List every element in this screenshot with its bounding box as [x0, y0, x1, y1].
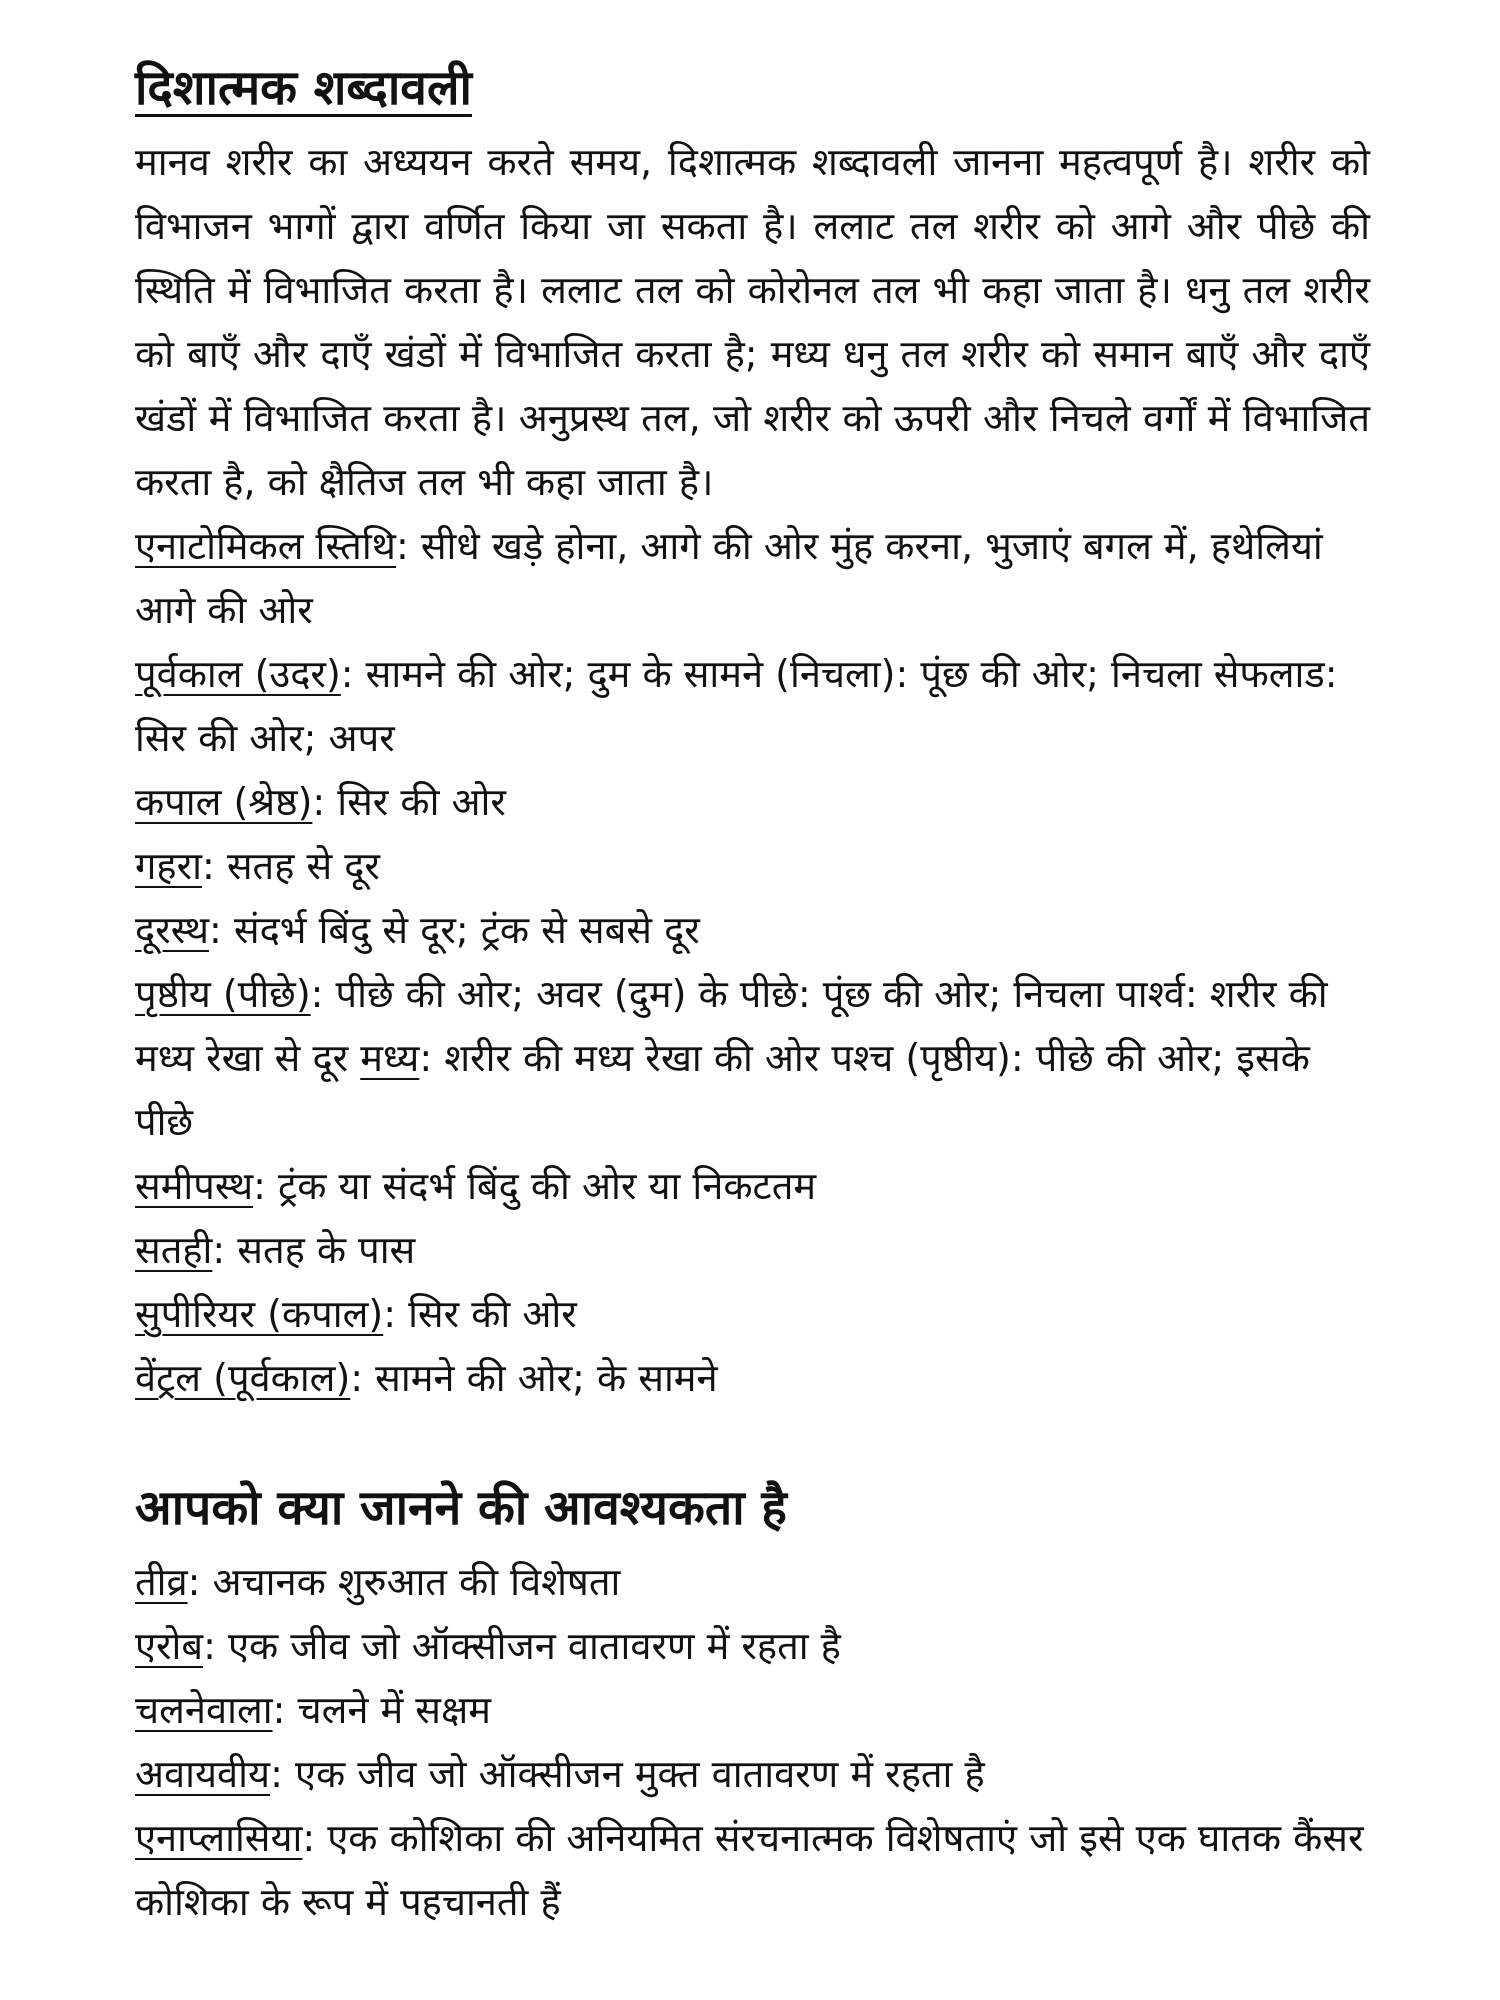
term-name: समीपस्थ: [135, 1164, 254, 1208]
term-definition: : चलने में सक्षम: [272, 1688, 491, 1732]
term-name: अवायवीय: [135, 1752, 271, 1796]
term-entry: [135, 1678, 1370, 1742]
term-definition-inline: : शरीर की मध्य रेखा की ओर पश्च (पृष्ठीय): पीछे की ओर; इसके पीछे: [135, 1036, 1310, 1144]
term-definition: : अचानक शुरुआत की विशेषता: [187, 1560, 621, 1604]
term-entry: [135, 1550, 1370, 1614]
term-entry: [135, 770, 1370, 834]
term-entry: [135, 898, 1370, 962]
term-name: चलनेवाला: [135, 1688, 273, 1732]
glossary-terms-list: [135, 1550, 1370, 1934]
term-name: पृष्ठीय (पीछे): [135, 972, 311, 1016]
term-definition: : संदर्भ बिंदु से दूर; ट्रंक से सबसे दूर: [209, 908, 700, 952]
term-definition: : एक जीव जो ऑक्सीजन मुक्त वातावरण में रहता है: [270, 1752, 985, 1796]
term-name: एरोब: [135, 1624, 204, 1668]
term-definition: : सतह से दूर: [201, 844, 380, 888]
term-entry: [135, 1282, 1370, 1346]
term-entry: [135, 1218, 1370, 1282]
term-name: सतही: [135, 1228, 213, 1272]
directional-terms-list: [135, 514, 1370, 1410]
term-entry: [135, 1154, 1370, 1218]
term-entry: [135, 1742, 1370, 1806]
term-name: सुपीरियर (कपाल): [135, 1292, 384, 1336]
term-definition: : सामने की ओर; के सामने: [350, 1356, 718, 1400]
term-entry: [135, 1346, 1370, 1410]
intro-paragraph: मानव शरीर का अध्ययन करते समय, दिशात्मक शब्दावली जानना महत्वपूर्ण है। शरीर को विभाजन भागों द्वारा वर्णित किया जा सकता है। ललाट तल शरीर को आगे और पीछे की स्थिति में विभाजित करता है। ललाट तल को कोरोनल तल भी कहा जाता है। धनु तल शरीर को बाएँ और दाएँ खंडों में विभाजित करता है; मध्य धनु तल शरीर को समान बाएँ और दाएँ खंडों में विभाजित करता है। अनुप्रस्थ तल, जो शरीर को ऊपरी और निचले वर्गों में विभाजित करता है, को क्षैतिज तल भी कहा जाता है।: [135, 140, 1370, 504]
term-name-inline: मध्य: [360, 1036, 420, 1080]
term-definition: : एक जीव जो ऑक्सीजन वातावरण में रहता है: [203, 1624, 841, 1668]
term-name: पूर्वकाल (उदर): [135, 652, 341, 696]
term-definition: : एक कोशिका की अनियमित संरचनात्मक विशेषताएं जो इसे एक घातक कैंसर कोशिका के रूप में पहचानती हैं: [135, 1816, 1364, 1924]
term-name: तीव्र: [135, 1560, 188, 1604]
term-entry: [135, 962, 1370, 1154]
term-name: वेंट्रल (पूर्वकाल): [135, 1356, 351, 1400]
term-name: दूरस्थ: [135, 908, 210, 952]
section-title-directional-terms: दिशात्मक शब्दावली: [135, 60, 472, 116]
term-definition: : ट्रंक या संदर्भ बिंदु की ओर या निकटतम: [253, 1164, 817, 1208]
term-name: एनाटोमिकल स्तिथि: [135, 524, 396, 568]
term-definition: : सिर की ओर: [383, 1292, 577, 1336]
term-entry: [135, 1614, 1370, 1678]
term-definition: : सीधे खड़े होना, आगे की ओर मुंह करना, भुजाएं बगल में, हथेलियां आगे की ओर: [135, 524, 1323, 632]
term-definition: : सतह के पास: [212, 1228, 416, 1272]
term-entry: [135, 1806, 1370, 1934]
term-entry: [135, 642, 1370, 770]
term-name: गहरा: [135, 844, 202, 888]
term-entry: [135, 514, 1370, 642]
term-name: एनाप्लासिया: [135, 1816, 303, 1860]
term-entry: [135, 834, 1370, 898]
term-definition: : सामने की ओर; दुम के सामने (निचला): पूंछ की ओर; निचला सेफलाड: सिर की ओर; अपर: [135, 652, 1338, 760]
term-name: कपाल (श्रेष्ठ): [135, 780, 313, 824]
term-definition: : सिर की ओर: [312, 780, 506, 824]
section-title-what-you-need-to-know: आपको क्या जानने की आवश्यकता है: [135, 1480, 787, 1536]
term-definition: : पीछे की ओर; अवर (दुम) के पीछे: पूंछ की ओर; निचला पार्श्व: शरीर की मध्य रेखा से दूर: [135, 972, 1328, 1080]
